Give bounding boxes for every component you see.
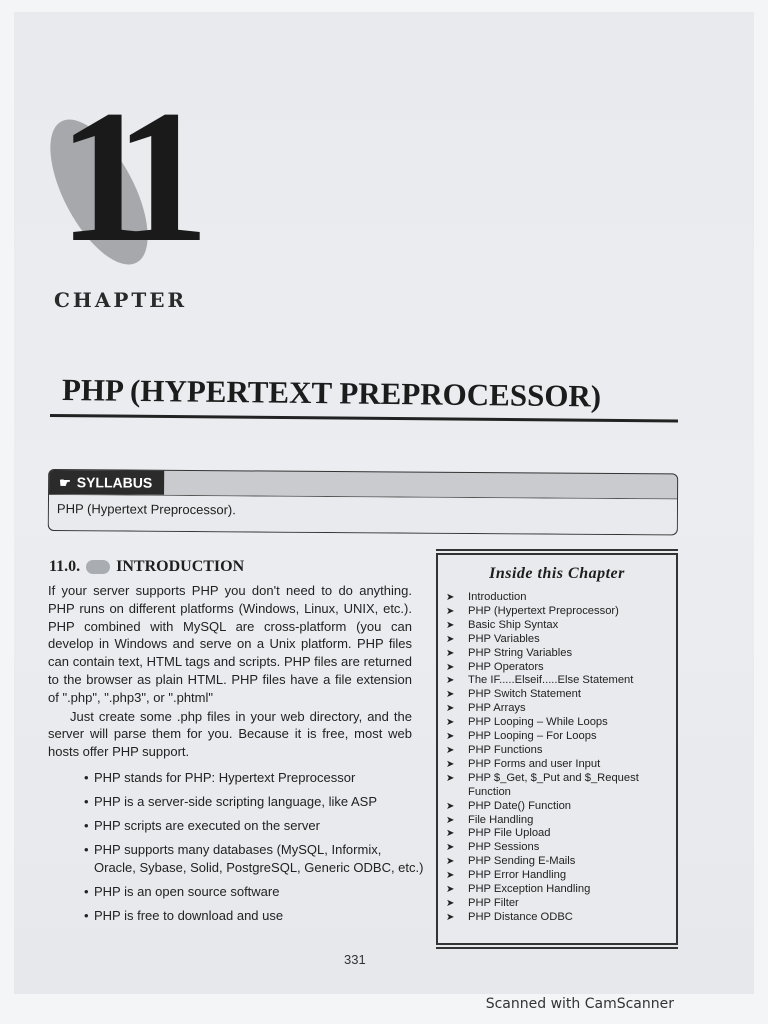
bullet-item: • PHP is a server-side scripting language, like ASP (84, 793, 424, 811)
chapter-label: CHAPTER (54, 288, 188, 312)
intro-bullet-list (84, 769, 424, 931)
toc-item: ➤ PHP Exception Handling (446, 883, 670, 897)
toc-item: ➤ PHP Looping – For Loops (446, 730, 670, 744)
syllabus-tab (49, 470, 164, 495)
title-rule (50, 414, 678, 422)
page-number: 331 (344, 952, 366, 967)
bullet-item: • PHP is free to download and use (84, 907, 424, 925)
section-marker-icon (86, 560, 110, 574)
section-number: 11.0. (49, 558, 81, 575)
toc-item: ➤ PHP Functions (446, 744, 670, 758)
toc-item: ➤ Basic Ship Syntax (446, 619, 670, 633)
toc-item: ➤ PHP Variables (446, 633, 670, 647)
toc-item: ➤ PHP File Upload (446, 827, 670, 841)
syllabus-text: PHP (Hypertext Preprocessor). (49, 494, 677, 534)
toc-item: ➤ PHP String Variables (446, 647, 670, 661)
intro-paragraph: If your server supports PHP you don't need to do anything. PHP runs on different platforms (Windows, Linux, UNIX, etc.). PHP combined with MySQL are cross-platform (you can develop in Windows and serve on a Unix platform. PHP files can contain text, HTML tags and scripts. PHP files are returned to the browser as plain HTML. PHP files have a file extension of ".php", ".php3", or ".phtml" (48, 583, 412, 705)
toc-item: ➤ PHP $_Get, $_Put and $_Request Function (446, 772, 670, 800)
toc-item: ➤ PHP Filter (446, 897, 670, 911)
bullet-item: • PHP supports many databases (MySQL, Informix, Oracle, Sybase, Solid, PostgreSQL, Generic ODBC, etc.) (84, 841, 424, 877)
chapter-number: 11 (58, 72, 182, 282)
toc-item: ➤ PHP Distance ODBC (446, 911, 670, 925)
section-heading (49, 558, 244, 576)
pointing-hand-icon: ☛ (59, 475, 71, 491)
toc-item: ➤ PHP Sessions (446, 841, 670, 855)
chapter-title: PHP (HYPERTEXT PREPROCESSOR) (61, 372, 602, 414)
inside-chapter-title: Inside this Chapter (489, 565, 625, 582)
bullet-item: • PHP is an open source software (84, 883, 424, 901)
intro-paragraph: Just create some .php files in your web directory, and the server will parse them for you. Because it is free, most web hosts offer PHP support. (48, 708, 412, 760)
toc-item: ➤ PHP Error Handling (446, 869, 670, 883)
toc-item: ➤ PHP Looping – While Loops (446, 716, 670, 730)
section-title: INTRODUCTION (116, 558, 245, 575)
syllabus-heading: SYLLABUS (76, 474, 153, 491)
inside-chapter-box (436, 553, 678, 945)
toc-item: ➤ PHP Date() Function (446, 800, 670, 814)
toc-item: ➤ PHP Switch Statement (446, 688, 670, 702)
scanner-watermark: Scanned with CamScanner (485, 996, 674, 1012)
scanned-page (14, 12, 754, 994)
toc-item: ➤ PHP Forms and user Input (446, 758, 670, 772)
toc-item: ➤ PHP (Hypertext Preprocessor) (446, 605, 670, 619)
toc-item: ➤ PHP Arrays (446, 702, 670, 716)
toc-item: ➤ PHP Sending E-Mails (446, 855, 670, 869)
inside-chapter-list (438, 591, 676, 925)
toc-item: ➤ PHP Operators (446, 661, 670, 675)
toc-item: ➤ Introduction (446, 591, 670, 605)
toc-item: ➤ The IF.....Elseif.....Else Statement (446, 674, 670, 688)
syllabus-box (48, 469, 678, 535)
intro-text (48, 582, 412, 762)
bullet-item: • PHP stands for PHP: Hypertext Preprocessor (84, 769, 424, 787)
toc-item: ➤ File Handling (446, 814, 670, 828)
chapter-number-graphic (54, 72, 204, 282)
bullet-item: • PHP scripts are executed on the server (84, 817, 424, 835)
